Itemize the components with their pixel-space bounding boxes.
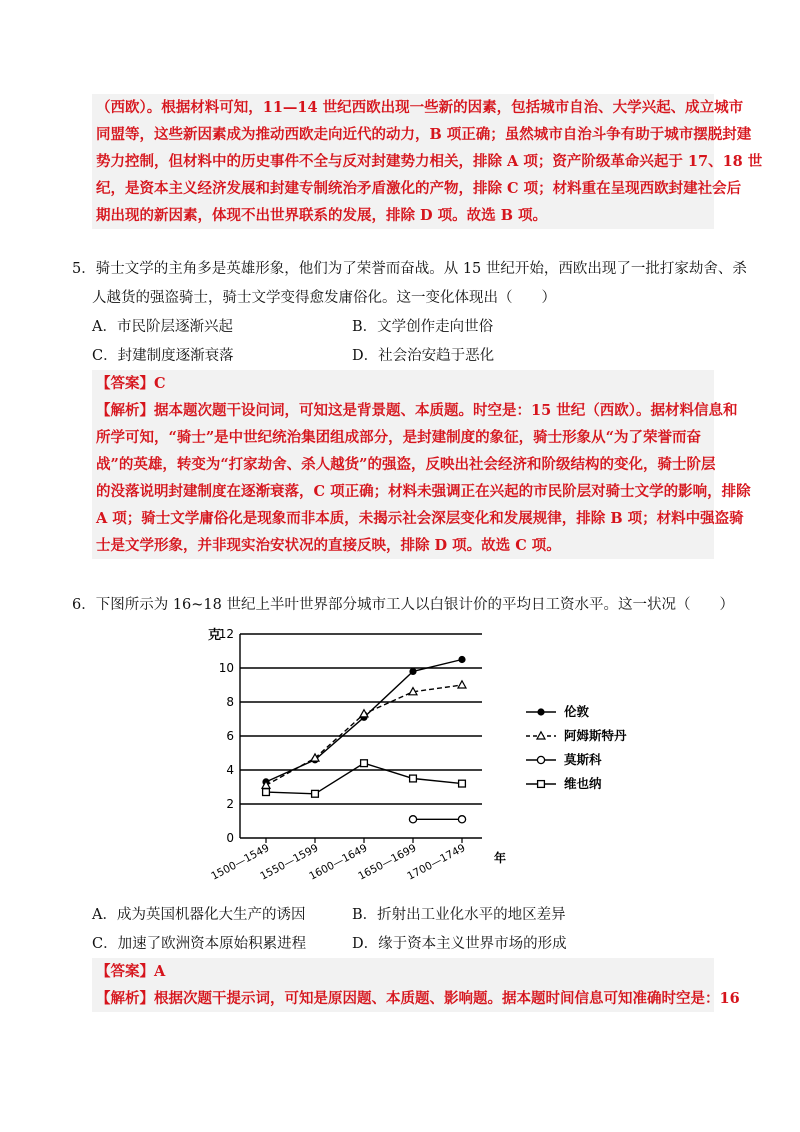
q6-stem-line: 6．下图所示为 16~18 世纪上半叶世界部分城市工人以白银计价的平均日工资水平。这一状况（ ） (72, 597, 734, 613)
y-tick-label: 6 (226, 729, 234, 743)
q5-answer-block (92, 370, 751, 559)
q5-option-d: D．社会治安趋于恶化 (352, 348, 495, 364)
q5-option-b: B．文学创作走向世俗 (352, 319, 494, 335)
legend-label: 阿姆斯特丹 (564, 728, 627, 743)
data-point (458, 656, 465, 663)
q6-option-c: C．加速了欧洲资本原始积累进程 (92, 936, 307, 952)
y-tick-label: 4 (226, 763, 234, 777)
q4-explanation-block (92, 94, 763, 229)
x-tick-label: 1650—1699 (356, 842, 419, 883)
data-point (409, 668, 416, 675)
text-line: A 项；骑士文学庸俗化是现象而非本质，未揭示社会深层变化和发展规律，排除 B 项；材料中强盗骑 (96, 510, 744, 527)
q6-option-a: A．成为英国机器化大生产的诱因 (92, 907, 306, 923)
text-line: 同盟等，这些新因素成为推动西欧走向近代的动力，B 项正确；虽然城市自治斗争有助于城市摆脱封建 (96, 126, 752, 143)
answer-tag: 【答案】 (96, 375, 154, 392)
legend-label: 维也纳 (564, 776, 602, 791)
text-line: 势力控制，但材料中的历史事件不全与反对封建势力相关，排除 A 项；资产阶级革命兴起于 17、18 世 (96, 153, 763, 170)
legend-marker (537, 756, 544, 763)
y-tick-label: 8 (226, 695, 234, 709)
x-tick-label: 1550—1599 (258, 842, 321, 883)
data-point (361, 760, 368, 767)
answer-line (96, 370, 710, 397)
y-tick-label: 0 (226, 831, 234, 845)
answer-value: A (154, 963, 166, 980)
data-point (458, 681, 466, 688)
q5-stem-line: 人越货的强盗骑士，骑士文学变得愈发庸俗化。这一变化体现出（ ） (92, 290, 556, 306)
data-point (263, 789, 270, 796)
legend-label: 莫斯科 (564, 752, 602, 767)
legend-label: 伦敦 (564, 704, 590, 719)
answer-line (96, 958, 710, 985)
text-line: 所学可知，“骑士”是中世纪统治集团组成部分，是封建制度的象征，骑士形象从“为了荣誉而奋 (96, 429, 702, 446)
text-line: 【解析】据本题次题干设问词，可知这是背景题、本质题。时空是：15 世纪（西欧）。据材料信息和 (96, 402, 738, 419)
q5-option-c: C．封建制度逐渐衰落 (92, 348, 234, 364)
answer-value: C (154, 375, 166, 392)
x-tick-label: 1500—1549 (209, 842, 272, 883)
x-tick-label: 1700—1749 (405, 842, 468, 883)
x-axis-label: 年 (494, 851, 507, 865)
text-line: （西欧）。根据材料可知，11—14 世纪西欧出现一些新的因素，包括城市自治、大学兴起、成立城市 (96, 99, 744, 116)
data-point (459, 780, 466, 787)
series-line (266, 763, 462, 794)
q6-option-d: D．缘于资本主义世界市场的形成 (352, 936, 567, 952)
text-line: 纪，是资本主义经济发展和封建专制统治矛盾激化的产物，排除 C 项；材料重在呈现西欧封建社会后 (96, 180, 742, 197)
text-line: 的没落说明封建制度在逐渐衰落，C 项正确；材料未强调正在兴起的市民阶层对骑士文学的影响，排除 (96, 483, 751, 500)
text-line: 战”的英雄，转变为“打家劫舍、杀人越货”的强盗，反映出社会经济和阶级结构的变化，骑士阶层 (96, 456, 716, 473)
text-line: 期出现的新因素，体现不出世界联系的发展，排除 D 项。故选 B 项。 (96, 207, 548, 224)
legend-marker (537, 708, 544, 715)
text-line: 【解析】根据次题干提示词，可知是原因题、本质题、影响题。据本题时间信息可知准确时空是：16 (96, 990, 740, 1007)
q5-stem-line: 5．骑士文学的主角多是英雄形象，他们为了荣誉而奋战。从 15 世纪开始，西欧出现了一批打家劫舍、杀 (72, 261, 747, 277)
q6-option-b: B．折射出工业化水平的地区差异 (352, 907, 566, 923)
data-point (312, 790, 319, 797)
text-line: 士是文学形象，并非现实治安状况的直接反映，排除 D 项。故选 C 项。 (96, 537, 561, 554)
q6-answer-block (92, 958, 740, 1012)
x-tick-label: 1600—1649 (307, 842, 370, 883)
y-tick-label: 2 (226, 797, 234, 811)
q5-option-a: A．市民阶层逐渐兴起 (92, 319, 233, 335)
legend-marker (538, 781, 545, 788)
data-point (410, 775, 417, 782)
answer-tag: 【答案】 (96, 963, 154, 980)
data-point (458, 816, 465, 823)
y-tick-label: 10 (218, 661, 234, 675)
y-tick-label: 12 (218, 627, 234, 641)
y-axis-label: 克 (208, 628, 222, 643)
data-point (409, 816, 416, 823)
wage-line-chart (196, 626, 636, 886)
